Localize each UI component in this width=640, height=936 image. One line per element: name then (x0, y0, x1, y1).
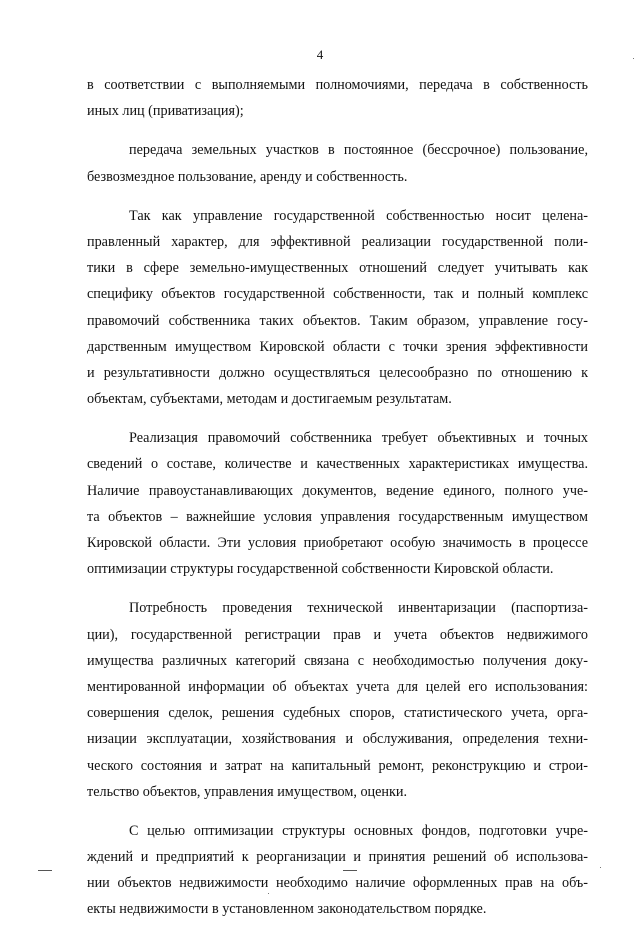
text-line: тельство объектов, управления имуществом, оценки. (87, 783, 408, 800)
text-line: ждений и предприятий к реорганизации и принятия решений об использова- (87, 849, 588, 866)
text-line: ческого состояния и затрат на капитальный ремонт, реконструкцию и строи- (87, 757, 588, 774)
text-line: екты недвижимости в установленном законодательством порядке. (87, 901, 487, 918)
text-line: в соответствии с выполняемыми полномочиями, передача в собственность (87, 77, 588, 93)
paragraph (87, 595, 588, 805)
text-line: Так как управление государственной собственностью носит целена- (129, 207, 588, 224)
text-line: передача земельных участков в постоянное (бессрочное) пользование, (129, 142, 588, 159)
text-line: Потребность проведения технической инвентаризации (паспортиза- (129, 600, 588, 617)
paragraph (87, 72, 588, 124)
text-line: дарственным имуществом Кировской области с точки зрения эффективности (87, 338, 588, 355)
scan-mark (38, 870, 52, 871)
text-line: сведений о составе, количестве и качественных характеристиках имущества. (87, 456, 588, 473)
text-line: безвозмездное пользование, аренду и собственность. (87, 168, 408, 185)
paragraph (87, 425, 588, 582)
text-line: ментированной информации об объектах учета для целей его использования: (87, 678, 588, 695)
text-line: специфику объектов государственной собственности, так и полный комплекс (87, 286, 588, 303)
document-body (87, 72, 588, 936)
text-line: совершения сделок, решения судебных споров, статистического учета, орга- (87, 705, 588, 722)
scan-speck (268, 893, 269, 894)
text-line: иных лиц (приватизация); (87, 103, 244, 120)
text-line: правленный характер, для эффективной реализации государственной поли- (87, 233, 588, 250)
page-number: 4 (316, 47, 324, 62)
scan-speck (633, 58, 634, 59)
paragraph (87, 818, 588, 923)
text-line: и результативности должно осуществляться целесообразно по отношению к (87, 364, 588, 381)
text-line: тики в сфере земельно-имущественных отношений следует учитывать как (87, 260, 588, 277)
text-line: С целью оптимизации структуры основных фондов, подготовки учре- (129, 822, 588, 839)
paragraph (87, 137, 588, 189)
text-line: низации эксплуатации, хозяйствования и обслуживания, определения техни- (87, 731, 588, 748)
text-line: оптимизации структуры государственной собственности Кировской области. (87, 561, 554, 578)
text-line: имущества различных категорий связана с необходимостью получения доку- (87, 652, 588, 669)
text-line: ции), государственной регистрации прав и учета объектов недвижимого (87, 626, 588, 643)
text-line: нии объектов недвижимости необходимо наличие оформленных прав на объ- (87, 875, 588, 892)
text-line: Реализация правомочий собственника требует объективных и точных (129, 430, 588, 447)
text-line: та объектов – важнейшие условия управления государственным имуществом (87, 508, 588, 525)
text-line: объектам, субъектами, методам и достигаемым результатам. (87, 391, 452, 408)
text-line: Наличие правоустанавливающих документов, ведение единого, полного уче- (87, 482, 588, 499)
scan-speck (600, 867, 601, 868)
scan-mark (343, 870, 357, 871)
paragraph (87, 203, 588, 413)
text-line: Кировской области. Эти условия приобретают особую значимость в процессе (87, 535, 588, 551)
text-line: правомочий собственника таких объектов. Таким образом, управление госу- (87, 312, 588, 329)
